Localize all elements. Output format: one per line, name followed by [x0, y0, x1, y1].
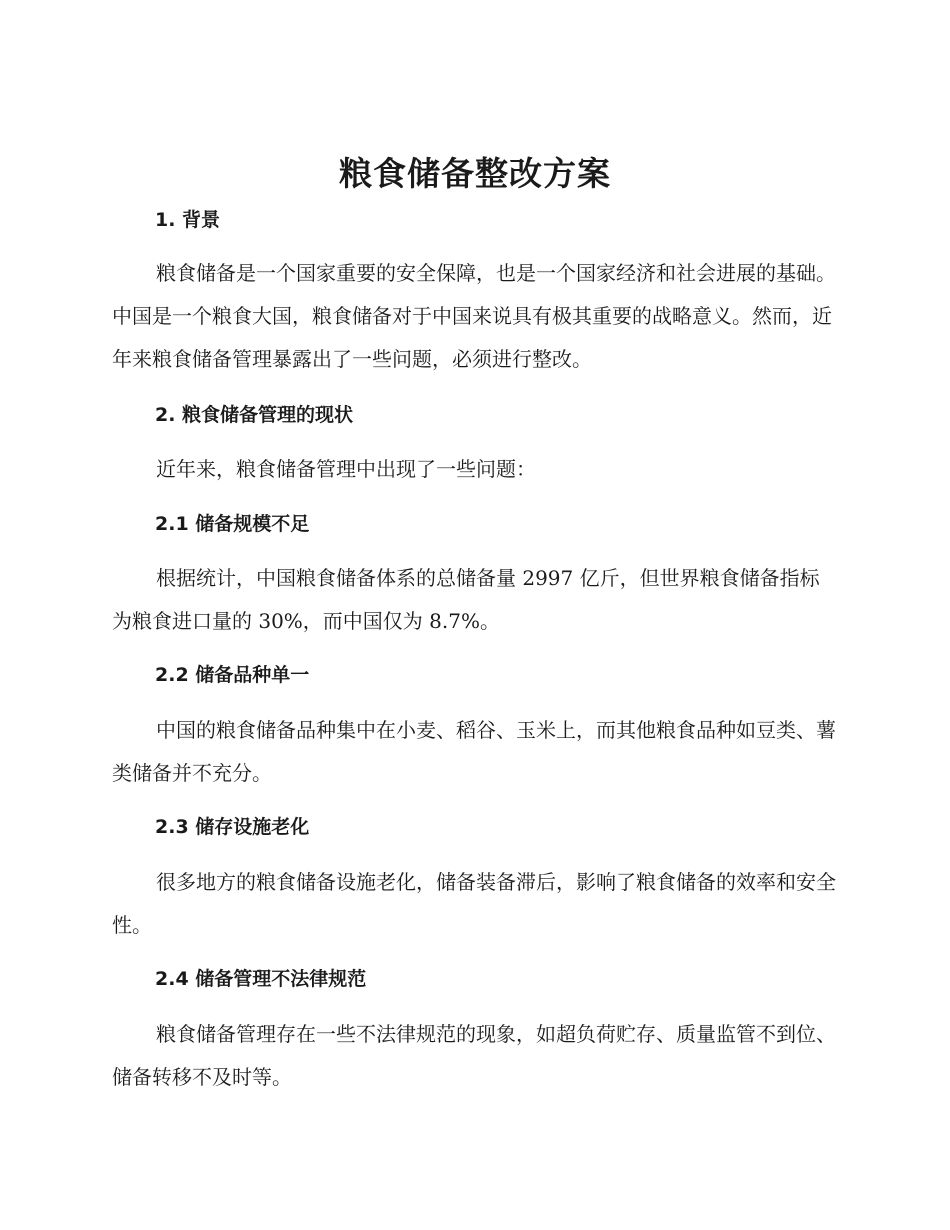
section-paragraph-background: 粮食储备是一个国家重要的安全保障，也是一个国家经济和社会进展的基础。中国是一个粮食大国，粮食储备对于中国来说具有极其重要的战略意义。然而，近年来粮食储备管理暴露出了一些问题，必须进行整改。 — [112, 261, 836, 371]
section-paragraph-regulation: 粮食储备管理存在一些不法律规范的现象，如超负荷贮存、质量监管不到位、储备转移不及时等。 — [112, 1022, 836, 1089]
section-paragraph-facilities: 很多地方的粮食储备设施老化，储备装备滞后，影响了粮食储备的效率和安全性。 — [112, 870, 836, 937]
section-heading-regulation: 2.4 储备管理不法律规范 — [155, 968, 367, 990]
section-heading-background: 1. 背景 — [155, 209, 221, 231]
section-heading-facilities: 2.3 储存设施老化 — [155, 816, 310, 838]
section-paragraph-variety: 中国的粮食储备品种集中在小麦、稻谷、玉米上，而其他粮食品种如豆类、薯类储备并不充分。 — [112, 718, 836, 785]
section-heading-variety: 2.2 储备品种单一 — [155, 664, 310, 686]
section-heading-status: 2. 粮食储备管理的现状 — [155, 404, 354, 426]
section-heading-scale: 2.1 储备规模不足 — [155, 513, 310, 535]
document-title: 粮食储备整改方案 — [339, 154, 611, 193]
section-paragraph-scale: 根据统计，中国粮食储备体系的总储备量 2997 亿斤，但世界粮食储备指标为粮食进口量的 30%，而中国仅为 8.7%。 — [112, 566, 820, 633]
section-paragraph-status: 近年来，粮食储备管理中出现了一些问题： — [156, 457, 536, 481]
